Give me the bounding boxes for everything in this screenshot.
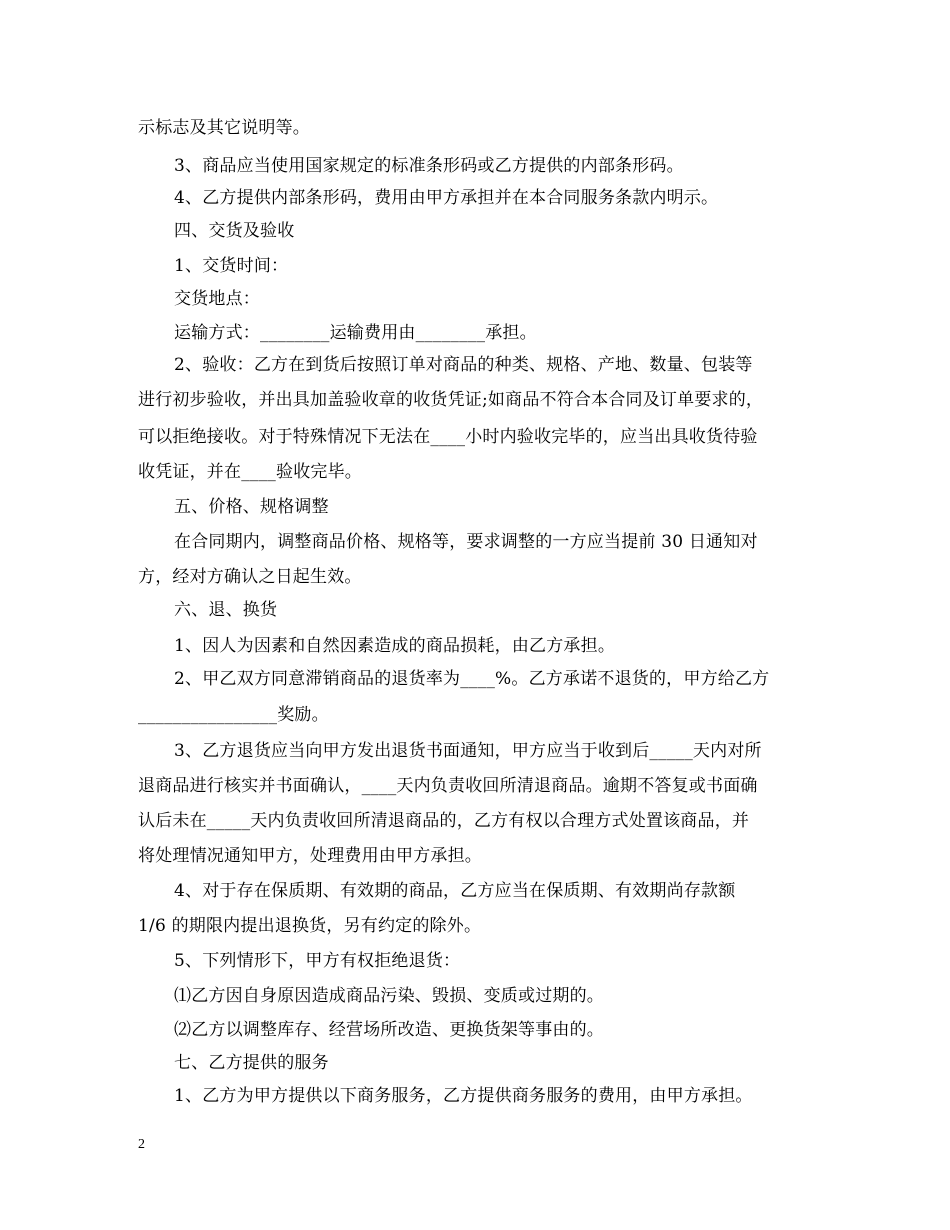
text-line: 1/6 的期限内提出退换货，另有约定的除外。 (138, 916, 482, 936)
text-line: 2、验收：乙方在到货后按照订单对商品的种类、规格、产地、数量、包装等 (174, 355, 753, 375)
text-line: 4、乙方提供内部条形码，费用由甲方承担并在本合同服务条款内明示。 (174, 188, 719, 208)
text-line: 在合同期内，调整商品价格、规格等，要求调整的一方应当提前 30 日通知对 (174, 532, 758, 552)
text-line: 4、对于存在保质期、有效期的商品，乙方应当在保质期、有效期尚存款额 (174, 881, 736, 901)
section-heading: 六、退、换货 (174, 600, 278, 620)
text-line: 1、交货时间： (174, 256, 289, 276)
section-heading: 七、乙方提供的服务 (174, 1053, 329, 1073)
text-line: ________________奖励。 (138, 705, 329, 725)
text-line: 方，经对方确认之日起生效。 (138, 567, 362, 587)
text-line: 认后未在_____天内负责收回所清退商品的，乙方有权以合理方式处置该商品，并 (138, 811, 750, 831)
text-line: 可以拒绝接收。对于特殊情况下无法在____小时内验收完毕的，应当出具收货待验 (138, 427, 758, 447)
text-line: 将处理情况通知甲方，处理费用由甲方承担。 (138, 846, 482, 866)
text-line: 退商品进行核实并书面确认，____天内负责收回所清退商品。逾期不答复或书面确 (138, 776, 758, 796)
text-line: 2、甲乙双方同意滞销商品的退货率为____%。乙方承诺不退货的，甲方给乙方 (174, 669, 770, 689)
text-line: 1、乙方为甲方提供以下商务服务，乙方提供商务服务的费用，由甲方承担。 (174, 1086, 753, 1106)
text-line: 收凭证，并在____验收完毕。 (138, 462, 362, 482)
text-line: ⑴乙方因自身原因造成商品污染、毁损、变质或过期的。 (174, 986, 604, 1006)
text-line: 交货地点： (174, 289, 260, 309)
section-heading: 四、交货及验收 (174, 221, 295, 241)
section-heading: 五、价格、规格调整 (174, 497, 329, 517)
page-number: 2 (138, 1137, 145, 1152)
text-line: 进行初步验收，并出具加盖验收章的收货凭证;如商品不符合本合同及订单要求的， (138, 390, 764, 410)
text-line: 示标志及其它说明等。 (138, 118, 310, 138)
text-line: 5、下列情形下，甲方有权拒绝退货： (174, 951, 461, 971)
text-line: 3、乙方退货应当向甲方发出退货书面通知，甲方应当于收到后_____天内对所 (174, 741, 762, 761)
text-line: 3、商品应当使用国家规定的标准条形码或乙方提供的内部条形码。 (174, 156, 684, 176)
text-line: 运输方式：________运输费用由________承担。 (174, 323, 537, 343)
text-line: 1、因人为因素和自然因素造成的商品损耗，由乙方承担。 (174, 636, 616, 656)
text-line: ⑵乙方以调整库存、经营场所改造、更换货架等事由的。 (174, 1020, 604, 1040)
